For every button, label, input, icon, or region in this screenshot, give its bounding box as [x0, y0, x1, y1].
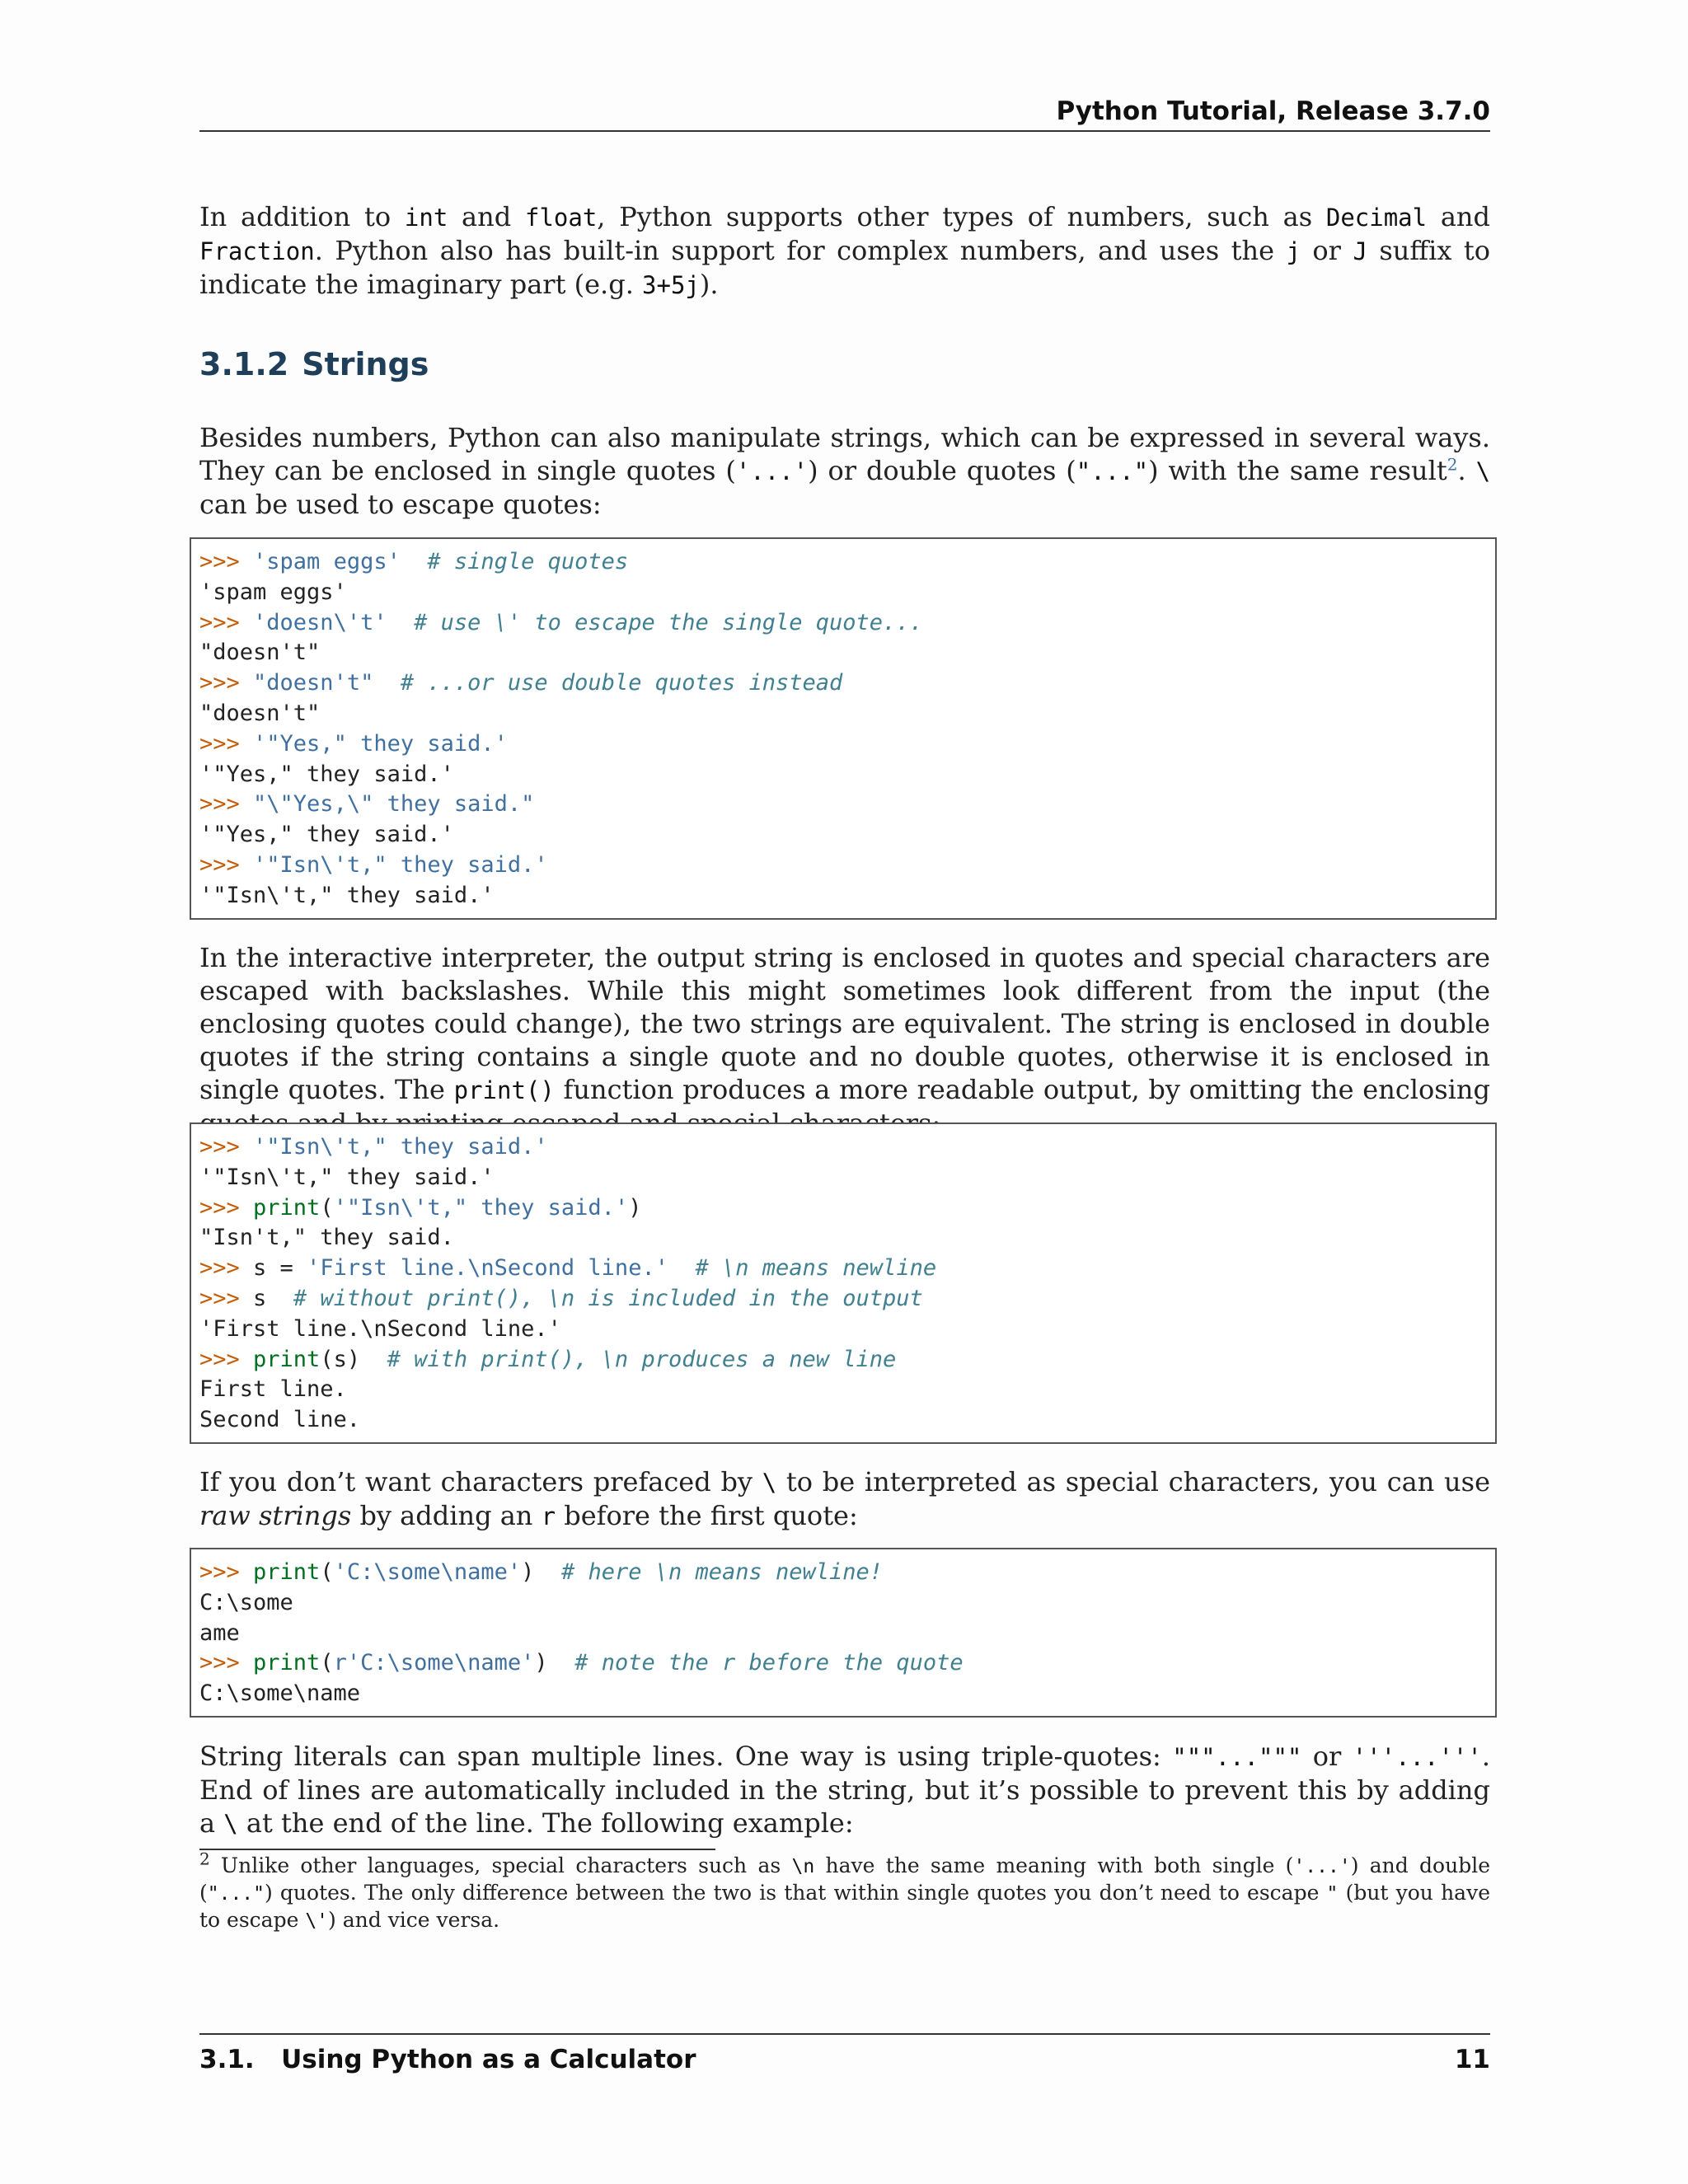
section-number: 3.1.2: [199, 346, 289, 382]
inline-code: \n: [791, 1856, 815, 1877]
inline-code: \: [762, 1469, 777, 1497]
code-block-quotes[interactable]: >>> 'spam eggs' # single quotes 'spam eggs' >>> 'doesn\'t' # use \' to escape the single quote... "doesn't" >>> "doesn't" # ...or use double quotes instead "doesn't" >>> '"Yes," they said.' '"Yes," they said.' >>> "\"Yes,\" they said." '"Yes," they said.' >>> '"Isn\'t," they said.' '"Isn\'t," they said.': [190, 537, 1497, 920]
inline-code: j: [1286, 237, 1301, 265]
code-block-print[interactable]: >>> '"Isn\'t," they said.' '"Isn\'t," they said.' >>> print('"Isn\'t," they said.') "Isn't," they said. >>> s = 'First line.\nSecond line.' # \n means newline >>> s # without print(), \n is included in the output 'First line.\nSecond line.' >>> print(s) # with print(), \n produces a new line First line. Second line.: [190, 1122, 1497, 1444]
footnote-number: 2: [199, 1849, 210, 1869]
running-footer: [199, 2033, 1490, 2084]
inline-code: "...": [1076, 457, 1149, 485]
inline-code: float: [524, 204, 598, 232]
inline-code: """...""": [1172, 1743, 1302, 1771]
inline-code: ": [1326, 1883, 1339, 1905]
paragraph-numeric-types: In addition to int and float, Python supports other types of numbers, such as Decimal and Fraction. Python also has built-in support for complex numbers, and uses the j or J suffix to indicate the imaginary part (e.g. 3+5j).: [199, 201, 1491, 300]
running-header: [199, 92, 1490, 132]
footnote-2: $^2$ Unlike other languages, special characters such as \n have the same meaning with both single ('...') and double ("...") quotes. The only difference between the two is that within single quotes you don’t need to escape " (but you have to escape \') and vice versa.: [199, 1849, 1490, 1932]
inline-code: int: [404, 204, 448, 232]
inline-code: Fraction: [199, 237, 315, 265]
inline-code: \: [1475, 457, 1491, 485]
paragraph-raw-strings: If you don’t want characters prefaced by \ to be interpreted as special characters, you can use raw strings by adding an r before the first quote:: [199, 1466, 1491, 1531]
inline-code: "...": [207, 1883, 265, 1905]
code-block-raw-strings[interactable]: >>> print('C:\some\name') # here \n means newline! C:\some ame >>> print(r'C:\some\name') # note the r before the quote C:\some\name: [190, 1548, 1497, 1718]
inline-code: J: [1353, 237, 1367, 265]
paragraph-triple-quotes: String literals can span multiple lines. One way is using triple-quotes: """...""" or '''...'''. End of lines are automatically included in the string, but it’s possible to prevent this by adding a \ at the end of the line. The following example:: [199, 1741, 1491, 1839]
inline-code: print(): [453, 1076, 555, 1104]
inline-code: Decimal: [1325, 204, 1428, 232]
section-title: Strings: [302, 346, 429, 382]
document-page: [199, 0, 1490, 2184]
paragraph-interpreter-output: In the interactive interpreter, the output string is enclosed in quotes and special characters are escaped with backslashes. While this might sometimes look different from the input (the enclosing quotes could change), the two strings are equivalent. The string is enclosed in double quotes if the string contains a single quote and no double quotes, otherwise it is enclosed in single quotes. The print() function produces a more readable output, by omitting the enclosing: [199, 942, 1491, 1105]
page-number: 11: [1454, 2045, 1490, 2074]
inline-code: '''...''': [1352, 1743, 1482, 1771]
section-heading: [199, 346, 429, 382]
footnote-divider: [199, 1849, 715, 1850]
paragraph-strings-intro: Besides numbers, Python can also manipulate strings, which can be expressed in several ways. They can be enclosed in single quotes ('...') or double quotes ("...") with the same result$^2$. \ can be used to escape quotes:: [199, 422, 1491, 520]
header-title: Python Tutorial, Release 3.7.0: [1056, 96, 1490, 126]
emphasis-raw-strings: raw strings: [199, 1500, 352, 1531]
inline-code: \': [305, 1910, 329, 1932]
inline-code: r: [541, 1502, 556, 1530]
inline-code: 3+5j: [642, 271, 700, 299]
inline-code: \: [223, 1810, 238, 1838]
inline-code: '...': [735, 457, 809, 485]
footnote-reference[interactable]: 2: [1447, 454, 1458, 475]
inline-code: '...': [1293, 1856, 1351, 1877]
footer-section: 3.1. Using Python as a Calculator: [199, 2045, 696, 2074]
